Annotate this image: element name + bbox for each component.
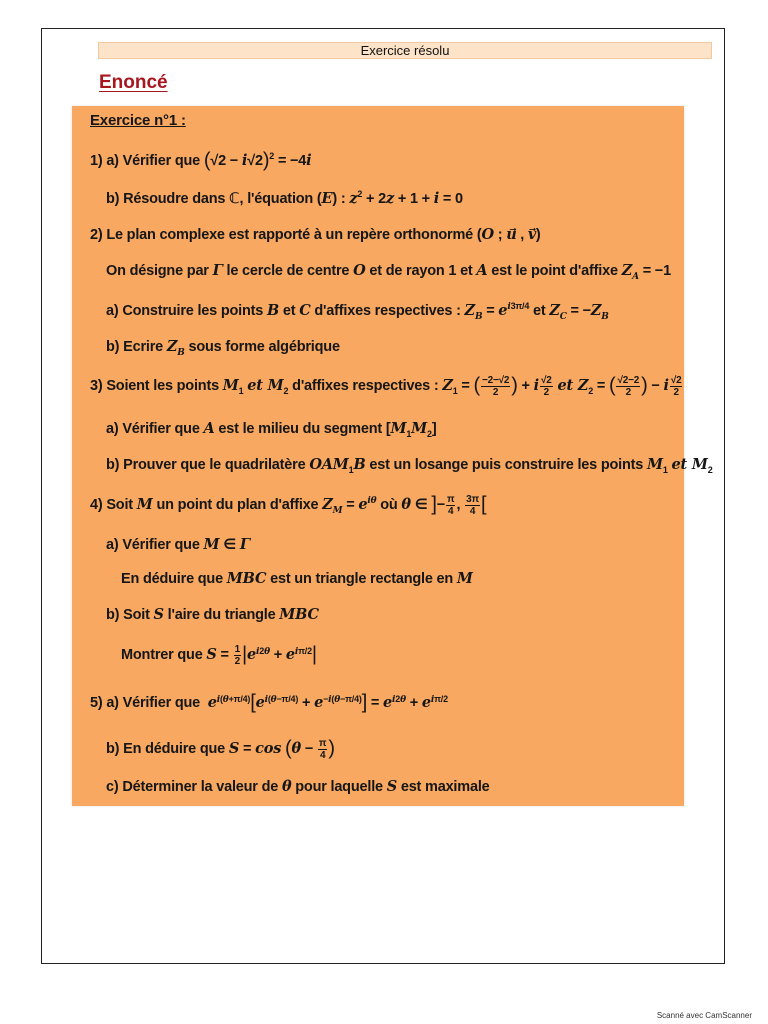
line-visual: Montrer que S = $\frac{1}{2}$ $|e^{i2\theta} + e^{i\pi/2}|$ [121, 644, 317, 667]
exercise-line [121, 570, 473, 587]
line-visual: 4) Soit M un point du plan d'affixe $Z_M = e^{i\theta}$ où θ ∈ ]− $\frac{\pi}{4}$ , $\frac{3\pi}{4}$ [ [90, 494, 487, 517]
exercise-line [90, 150, 311, 173]
line-visual: b) Ecrire $Z_B$ sous forme algébrique [106, 338, 340, 358]
exercise-line [90, 494, 486, 517]
line-visual: a) Vérifier que A est le milieu du segment $[M_1M_2]$ [106, 420, 437, 439]
line-visual: On désigne par Γ le cercle de centre O et de rayon 1 et A est le point d'affixe $Z_A = -1$ [106, 262, 671, 282]
line-visual: a) Vérifier que M ∈ Γ [106, 536, 250, 553]
exercise-line [106, 606, 319, 623]
title-bar [98, 42, 712, 59]
line-visual: b) Résoudre dans ℂ, l'équation (E) : $z^2 + 2z + 1 + i = 0$ [106, 189, 463, 207]
line-visual: a) Construire les points B et C d'affixes respectives : $Z_B = e^{i3\pi/4}$ et $Z_C = -Z_B$ [106, 301, 609, 322]
exercise-line [121, 644, 317, 667]
line-visual: En déduire que MBC est un triangle rectangle en M [121, 570, 473, 587]
line-visual: 1) a) Vérifier que $(√2 - i√2)^2 = -4i$ [90, 150, 312, 172]
exercise-line [106, 420, 436, 439]
exercise-line [106, 536, 250, 553]
line-visual: 3) Soient les points $M_1$ et $M_2$ d'affixes respectives : $Z_1$ = ( $\frac{-2-√2}{2}$ ) + i $\frac{√2}{2}$ et $Z_2$ = ( $\frac{√2-2}{2}$ ) − i $\frac{√2}{2}$ [90, 375, 682, 398]
line-visual: 5) a) Vérifier que $e^{i(\theta+\pi/4)}[e^{i(\theta-\pi/4)} + e^{-i(\theta-\pi/4)}] = e^{i2\theta} + e^{i\pi/2}$ [90, 692, 448, 714]
exercise-line [106, 301, 609, 322]
section-heading: Enoncé [99, 72, 168, 93]
line-visual: b) Prouver que le quadrilatère $OAM_1B$ est un losange puis construire les points $M_1$ et $M_2$ [106, 456, 713, 475]
scanner-footer: Scanné avec CamScanner [656, 1011, 752, 1020]
exercise-line [90, 375, 683, 398]
exercise-line [106, 262, 671, 282]
exercise-line [106, 738, 335, 761]
exercise-line [90, 226, 541, 243]
exercise-line [106, 189, 463, 207]
line-visual: b) En déduire que S = cos (θ − $\frac{\pi}{4}$ ) [106, 738, 335, 761]
exercise-line [106, 456, 713, 475]
line-visual: 2) Le plan complexe est rapporté à un repère orthonormé (O ; u⃗ , v⃗) [90, 226, 541, 243]
line-visual: b) Soit S l'aire du triangle MBC [106, 606, 319, 623]
exercise-line [90, 692, 448, 715]
line-visual: c) Déterminer la valeur de θ pour laquelle S est maximale [106, 778, 490, 795]
exercise-title: Exercice n°1 : [90, 112, 186, 129]
title-text: Exercice résolu [360, 43, 450, 58]
exercise-line [106, 778, 490, 795]
exercise-line [106, 338, 340, 358]
